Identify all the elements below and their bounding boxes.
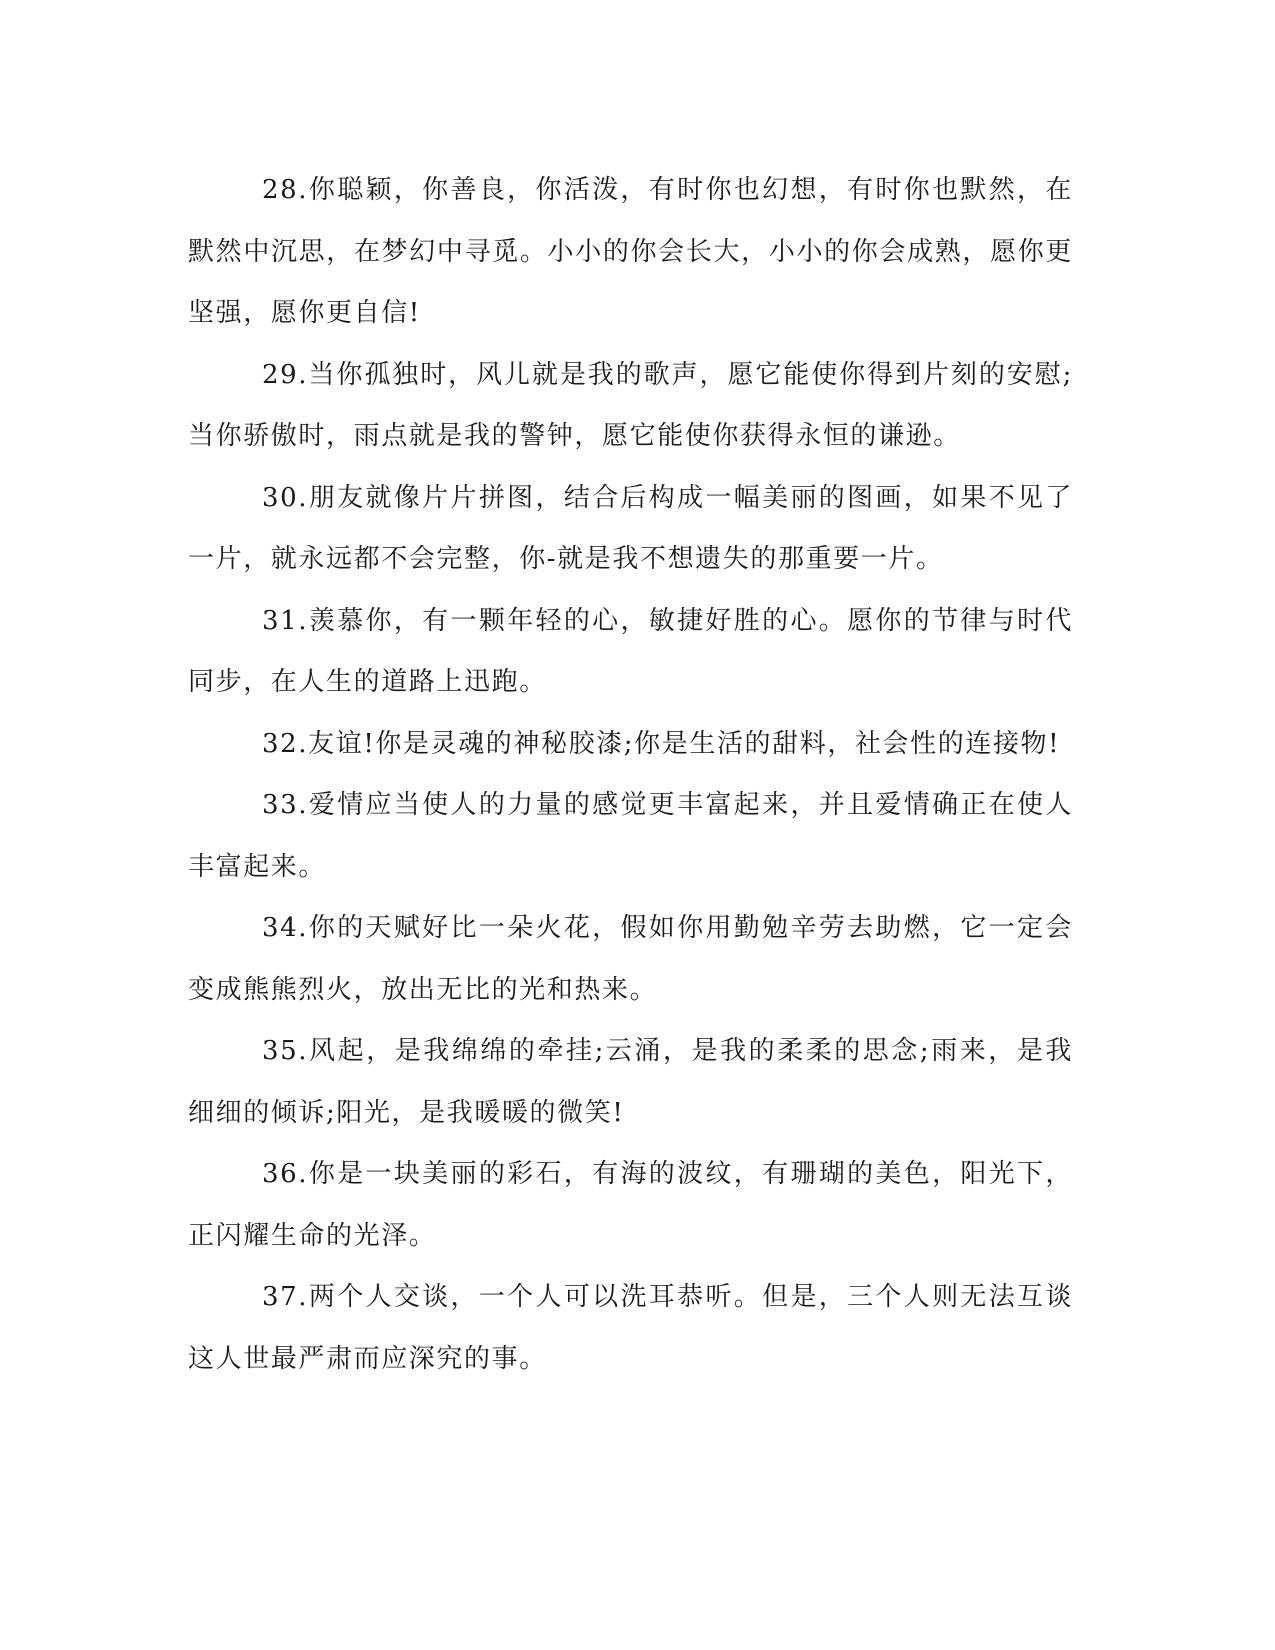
paragraph-30: 30.朋友就像片片拼图，结合后构成一幅美丽的图画，如果不见了一片，就永远都不会完整，你-就是我不想遗失的那重要一片。 [188, 482, 1073, 574]
document-body [188, 160, 1073, 1390]
paragraph-36: 36.你是一块美丽的彩石，有海的波纹，有珊瑚的美色，阳光下，正闪耀生命的光泽。 [188, 1159, 1073, 1251]
paragraph-29: 29.当你孤独时，风儿就是我的歌声，愿它能使你得到片刻的安慰;当你骄傲时，雨点就是我的警钟，愿它能使你获得永恒的谦逊。 [188, 359, 1073, 451]
paragraph-32: 32.友谊!你是灵魂的神秘胶漆;你是生活的甜料，社会性的连接物! [262, 728, 1061, 759]
paragraph-35: 35.风起，是我绵绵的牵挂;云涌，是我的柔柔的思念;雨来，是我细细的倾诉;阳光，是我暖暖的微笑! [188, 1036, 1073, 1128]
paragraph-28: 28.你聪颖，你善良，你活泼，有时你也幻想，有时你也默然，在默然中沉思，在梦幻中寻觅。小小的你会长大，小小的你会成熟，愿你更坚强，愿你更自信! [188, 175, 1073, 328]
paragraph-31: 31.羡慕你，有一颗年轻的心，敏捷好胜的心。愿你的节律与时代同步，在人生的道路上迅跑。 [188, 605, 1073, 697]
paragraph-34: 34.你的天赋好比一朵火花，假如你用勤勉辛劳去助燃，它一定会变成熊熊烈火，放出无比的光和热来。 [188, 913, 1073, 1005]
paragraph-33: 33.爱情应当使人的力量的感觉更丰富起来，并且爱情确正在使人丰富起来。 [188, 790, 1073, 882]
paragraph-37: 37.两个人交谈，一个人可以洗耳恭听。但是，三个人则无法互谈这人世最严肃而应深究的事。 [188, 1282, 1073, 1374]
